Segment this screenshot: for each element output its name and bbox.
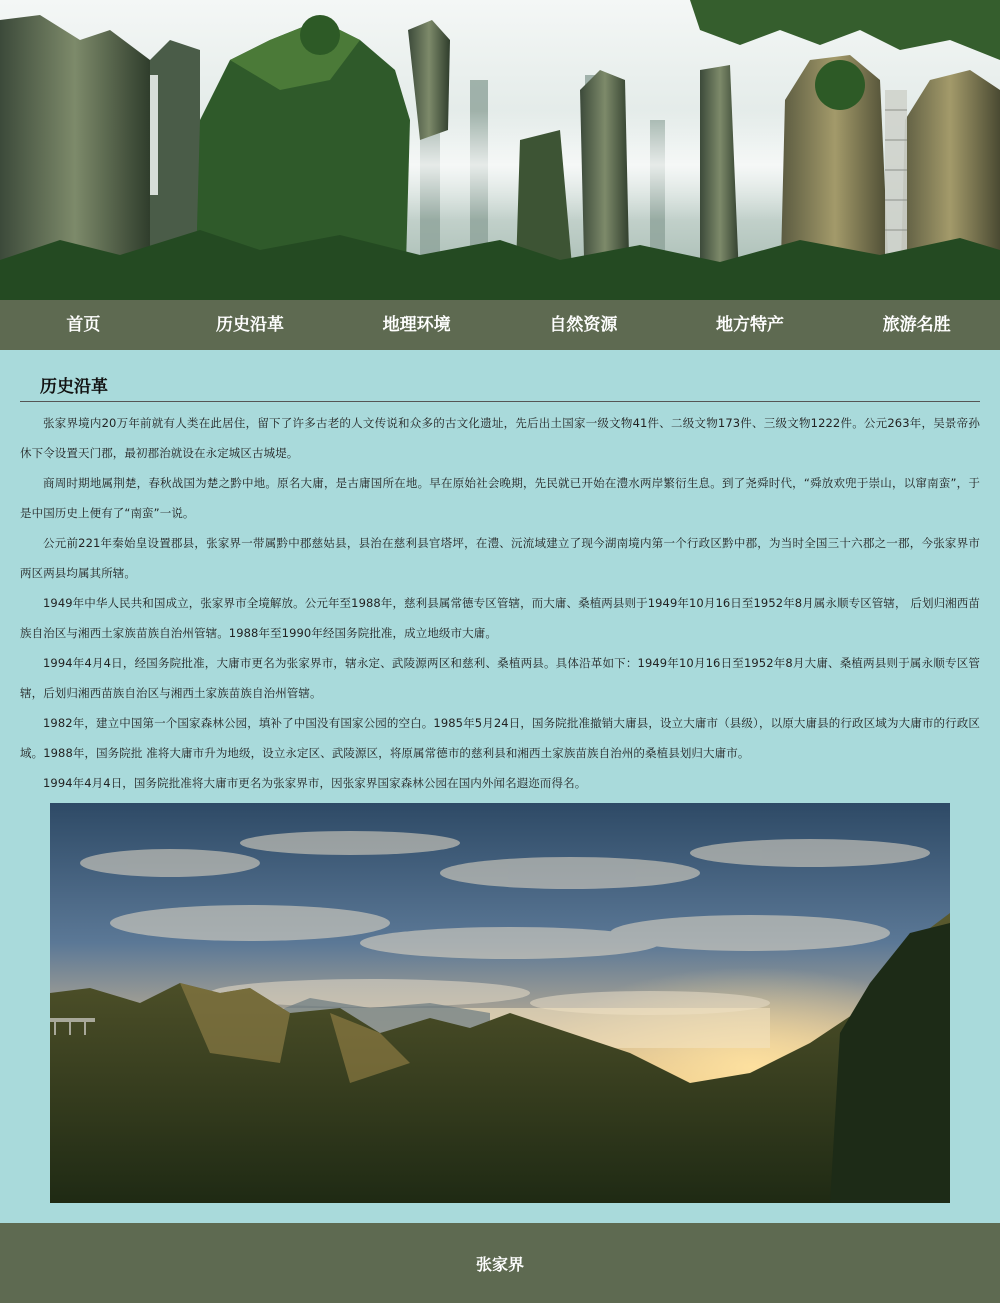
paragraph: 1994年4月4日，经国务院批准，大庸市更名为张家界市，辖永定、武陵源两区和慈利、桑植两县。具体沿革如下：1949年10月16日至1952年8月大庸、桑植两县则于属永顺专区管辖，后划归湘西苗族自治区与湘西土家族苗族自治州管辖。 [20, 656, 980, 700]
paragraph: 1994年4月4日，国务院批准将大庸市更名为张家界市，因张家界国家森林公园在国内外闻名遐迩而得名。 [43, 776, 587, 790]
nav-item-specialties[interactable]: 地方特产 [716, 315, 785, 335]
paragraph: 1982年，建立中国第一个国家森林公园，填补了中国没有国家公园的空白。1985年5月24日，国务院批准撤销大庸县，设立大庸市（县级），以原大庸县的行政区域为大庸市的行政区域。1988年，国务院批 准将大庸市升为地级，设立永定区、武陵源区，将原属常德市的慈利县和湘西土家族苗族自治州的桑植县划归大庸市。 [20, 716, 980, 760]
nav-item-geography[interactable]: 地理环境 [382, 315, 451, 335]
paragraph: 张家界境内20万年前就有人类在此居住，留下了许多古老的人文传说和众多的古文化遗址，先后出土国家一级文物41件、二级文物173件、三级文物1222件。公元263年，吴景帝孙休下令设置天门郡，最初郡治就设在永定城区古城堤。 [20, 416, 980, 460]
paragraph: 商周时期地属荆楚，春秋战国为楚之黔中地。原名大庸，是古庸国所在地。早在原始社会晚期，先民就已开始在澧水两岸繁衍生息。到了尧舜时代，“舜放欢兜于崇山，以窜南蛮”，于是中国历史上便有了“南蛮”一说。 [20, 476, 980, 520]
header-banner [0, 0, 1000, 300]
main-nav [0, 300, 1000, 350]
footer-text: 张家界 [475, 1254, 524, 1274]
main-content [0, 350, 1000, 1223]
footer [0, 1223, 1000, 1303]
banner-image [0, 0, 1000, 300]
page-title: 历史沿革 [20, 372, 980, 402]
nav-item-home[interactable]: 首页 [66, 315, 101, 335]
nav-item-history[interactable]: 历史沿革 [216, 315, 284, 335]
paragraph: 1949年中华人民共和国成立，张家界市全境解放。公元年至1988年，慈利县属常德专区管辖，而大庸、桑植两县则于1949年10月16日至1952年8月属永顺专区管辖， 后划归湘西苗族自治区与湘西土家族苗族自治州管辖。1988年至1990年经国务院批准，成立地级市大庸。 [20, 596, 980, 640]
sunset-mountain-image [50, 803, 950, 1203]
nav-item-resources[interactable]: 自然资源 [549, 315, 618, 335]
landscape-photo [50, 803, 950, 1203]
nav-item-attractions[interactable]: 旅游名胜 [882, 315, 951, 335]
paragraph: 公元前221年秦始皇设置郡县，张家界一带属黔中郡慈姑县，县治在慈利县官塔坪，在澧、沅流域建立了现今湖南境内第一个行政区黔中郡，为当时全国三十六郡之一郡，今张家界市两区两县均属其所辖。 [20, 536, 980, 580]
